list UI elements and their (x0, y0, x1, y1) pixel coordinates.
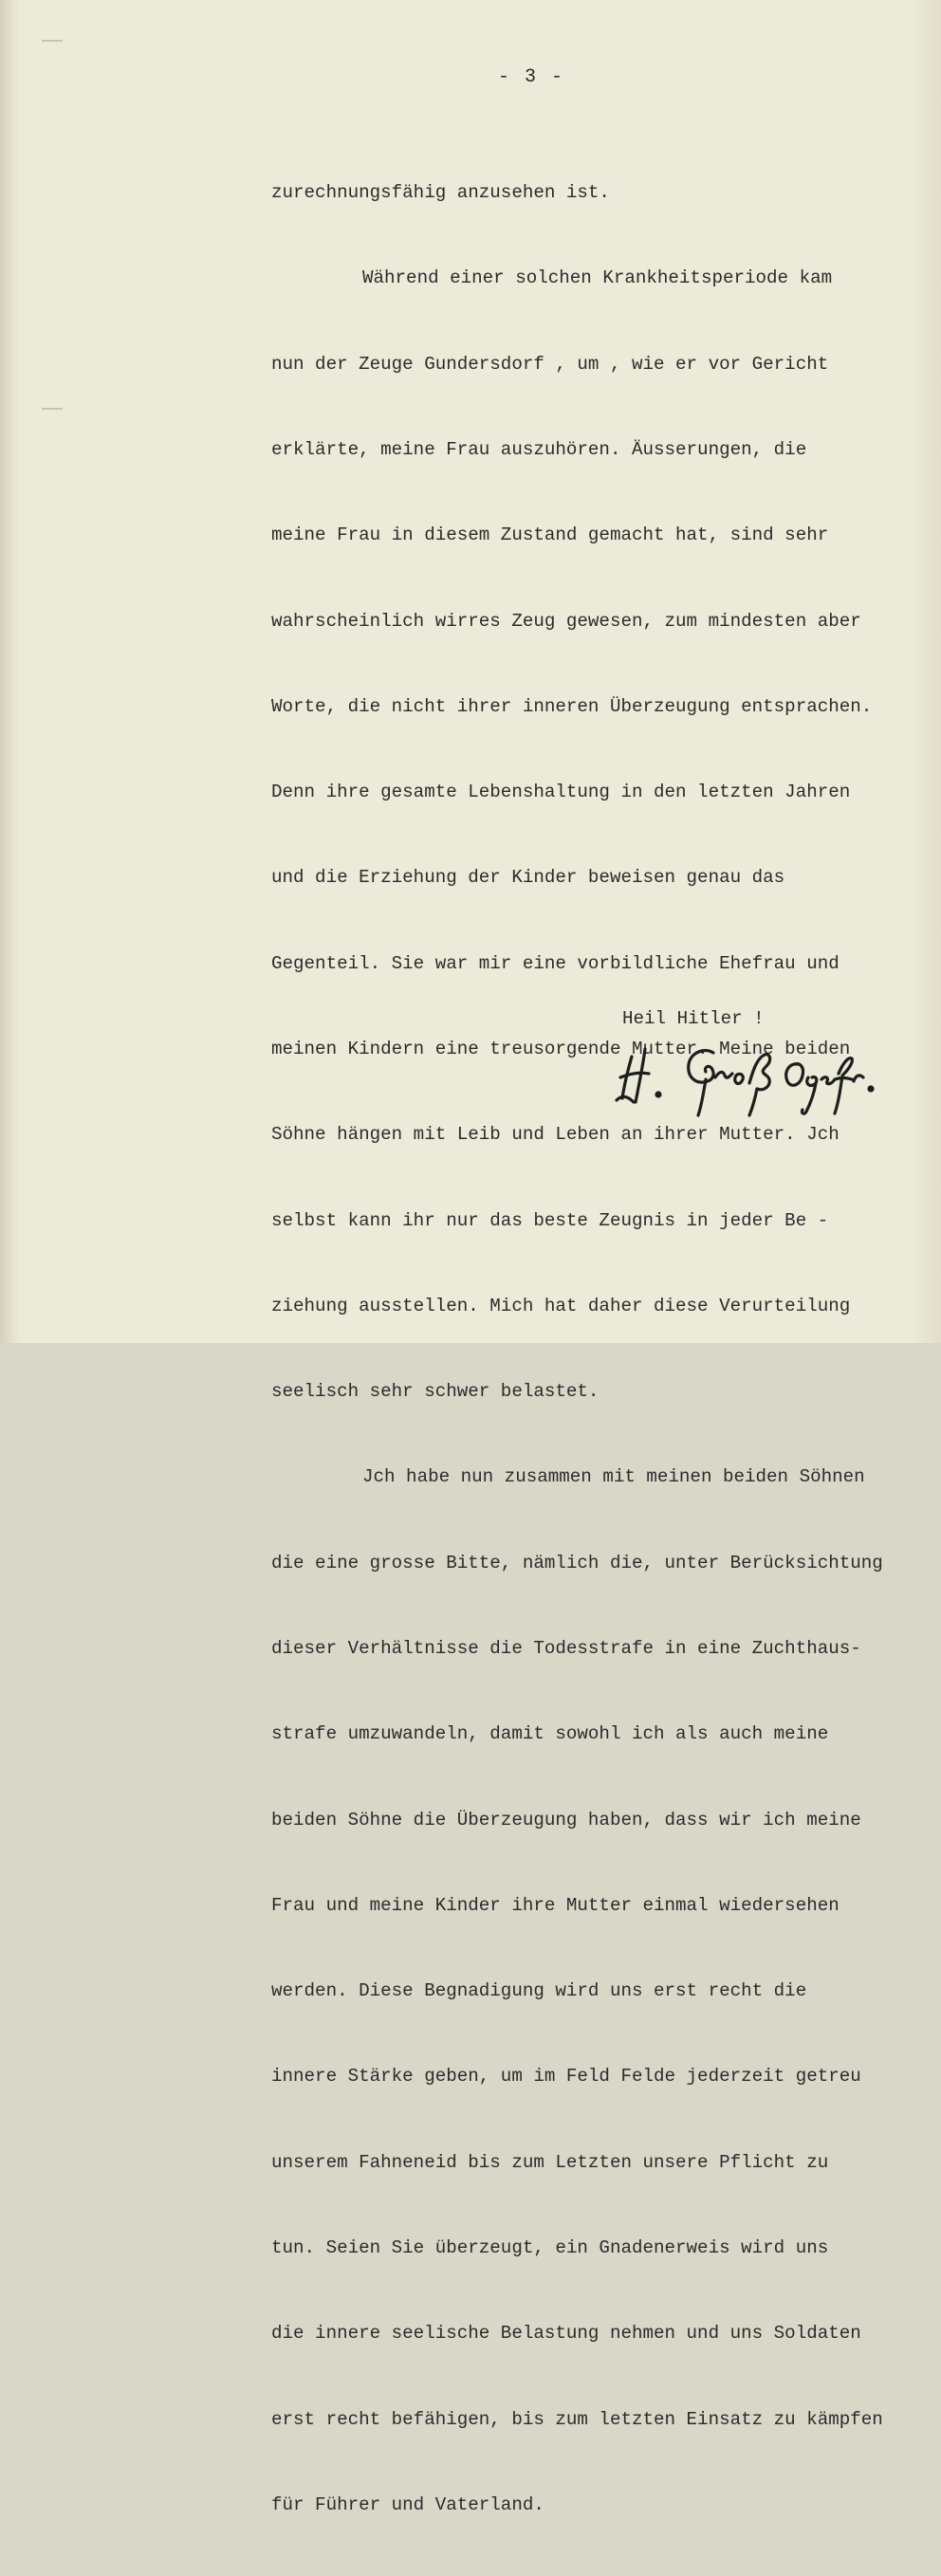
text-line: Jch habe nun zusammen mit meinen beiden Söhnen (362, 1466, 865, 1488)
text-line: für Führer und Vaterland. (271, 2493, 544, 2515)
text-line: tun. Seien Sie überzeugt, ein Gnadenerweis wird uns (271, 2236, 829, 2258)
text-line: dieser Verhältnisse die Todesstrafe in eine Zuchthaus- (271, 1637, 861, 1659)
text-line: Gegenteil. Sie war mir eine vorbildliche Ehefrau und (271, 952, 840, 974)
text-line: meine Frau in diesem Zustand gemacht hat, sind sehr (271, 524, 829, 546)
margin-mark (42, 40, 63, 42)
text-line: erst recht befähigen, bis zum letzten Einsatz zu kämpfen (271, 2408, 883, 2430)
closing-salutation: Heil Hitler ! (622, 1008, 765, 1029)
text-line: und die Erziehung der Kinder beweisen genau das (271, 867, 785, 889)
paper-edge-shadow (0, 0, 21, 1343)
text-line: strafe umzuwandeln, damit sowohl ich als auch meine (271, 1723, 829, 1745)
text-line: wahrscheinlich wirres Zeug gewesen, zum mindesten aber (271, 610, 861, 632)
text-line: meinen Kindern eine treusorgende Mutter. Meine beiden (271, 1039, 851, 1059)
handwritten-signature (615, 1036, 880, 1121)
text-line: Söhne hängen mit Leib und Leben an ihrer Mutter. Jch (271, 1124, 840, 1146)
text-line: nun der Zeuge Gundersdorf , um , wie er vor Gericht (271, 353, 829, 375)
text-line: Worte, die nicht ihrer inneren Überzeugung entsprachen. (271, 695, 873, 717)
letter-body (271, 121, 926, 2576)
margin-mark (42, 408, 63, 410)
text-line: innere Stärke geben, um im Feld Felde jederzeit getreu (271, 2066, 861, 2088)
text-line: die eine grosse Bitte, nämlich die, unter Berücksichtung (271, 1552, 883, 1573)
text-line: Denn ihre gesamte Lebenshaltung in den letzten Jahren (271, 782, 851, 803)
text-line: werden. Diese Begnadigung wird uns erst recht die (271, 1980, 807, 2002)
text-line: seelisch sehr schwer belastet. (271, 1381, 600, 1403)
text-line: ziehung ausstellen. Mich hat daher diese Verurteilung (271, 1295, 851, 1316)
text-line: Während einer solchen Krankheitsperiode kam (362, 267, 833, 289)
text-line: zurechnungsfähig anzusehen ist. (271, 182, 610, 204)
text-line: erklärte, meine Frau auszuhören. Äusserungen, die (271, 439, 807, 461)
text-line: die innere seelische Belastung nehmen und uns Soldaten (271, 2323, 861, 2345)
text-line: selbst kann ihr nur das beste Zeugnis in jeder Be - (271, 1209, 829, 1231)
text-line: unserem Fahneneid bis zum Letzten unsere Pflicht zu (271, 2151, 829, 2173)
page-number: - 3 - (497, 66, 564, 88)
text-line: Frau und meine Kinder ihre Mutter einmal wiedersehen (271, 1894, 840, 1916)
text-line: beiden Söhne die Überzeugung haben, dass wir ich meine (271, 1809, 861, 1831)
